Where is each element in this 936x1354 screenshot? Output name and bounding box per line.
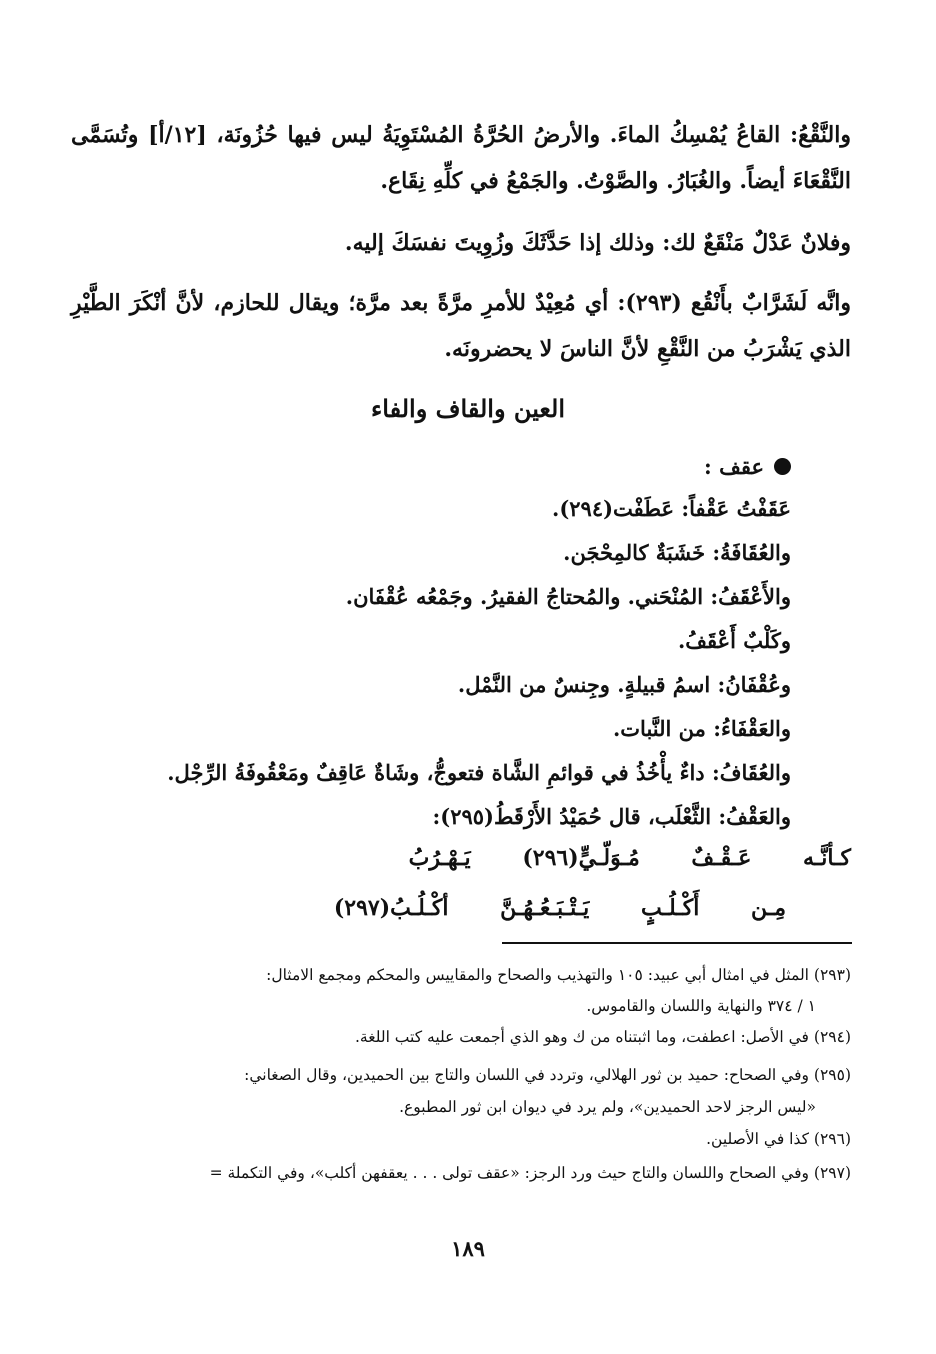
- paragraph-naqa: والنَّقْعُ: القاعُ يُمْسِكُ الماءَ. والأرضُ الحُرَّةُ المُسْتَوِيَةُ ليس فيها حُزُونَة، [١٢/أ] وتُسَمَّى النَّقْعَاءَ أيضاً. والغُبَارُ. والصَّوْتُ. والجَمْعُ في كلِّهِ نِقَاع.: [71, 122, 851, 194]
- section-heading: العين والقاف والفاء: [371, 394, 565, 423]
- verse-word: عَـقْـفٌ: [691, 845, 752, 871]
- entry-line: وعُقْفَانُ: اسمُ قبيلةٍ. وجِنسٌ من النَّمْل.: [457, 672, 791, 697]
- footnote-divider: [502, 942, 852, 944]
- verse-word: يَـتْـبَـعُـهُـنَّ: [500, 895, 590, 921]
- verse-word: أكْـلُـبُ(٢٩٧): [333, 895, 449, 921]
- entry-line: والعُقَافُ: داءٌ يأْخُذُ في قوائمِ الشَّاة فتعوجُّ، وشَاةٌ عَاقِفٌ ومَعْقُوفَةُ الرِّجْل.: [167, 760, 791, 785]
- entry-title-text: عقف :: [704, 454, 764, 479]
- page-number: ١٨٩: [451, 1236, 485, 1261]
- verse-word: كـأنَّـه: [803, 845, 851, 871]
- bullet-icon: [774, 458, 791, 475]
- verse-word: مِـن: [751, 895, 786, 921]
- footnote-297: (٢٩٧) وفي الصحاح واللسان والتاج حيث ورد الرجز: «عقف تولى . . . يعقفهن أكلب»، وفي التكملة =: [209, 1164, 851, 1182]
- footnote-295: (٢٩٥) وفي الصحاح: حميد بن ثور الهلالي، وتردد في اللسان والتاج بين الحميدين، وقال الصغاني:: [244, 1066, 851, 1084]
- verse-word: أَكْـلُـبٍ: [640, 895, 700, 921]
- verse-word: مُـوَلّـيٍّ(٢٩٦): [522, 845, 640, 871]
- footnote-293: (٢٩٣) المثل في امثال أبي عبيد: ١٠٥ والتهذيب والصحاح والمقاييس والمحكم ومجمع الامثال:: [266, 966, 851, 984]
- footnote-293-cont: ١ / ٣٧٤ والنهاية واللسان والقاموس.: [586, 997, 816, 1015]
- paragraph-sharrab: وانَّه لَشَرَّابٌ بأَنْقُع (٢٩٣): أي مُعِيْدٌ للأمرِ مرَّةً بعد مرَّة؛ ويقال للحازم، لأنَّ أنْكَرَ الطَّيْرِ الذي يَشْرَبُ من النَّقْعِ لأنَّ الناسَ لا يحضرونَه.: [71, 290, 851, 362]
- verse-line-2: [6, 888, 786, 928]
- footnote-296: (٢٩٦) كذا في الأصلين.: [706, 1130, 851, 1148]
- verse-line-1: [71, 838, 851, 878]
- verse-word: يَـهْـرُبُ: [408, 845, 471, 871]
- footnote-294: (٢٩٤) في الأصل: اعطفت، وما اثبتناه من ك وهو الذي أجمعت عليه كتب اللغة.: [355, 1028, 851, 1046]
- paragraph-adl-manqa: وفلانٌ عَدْلٌ مَنْقَعٌ لك: وذلك إذا حَدَّثَكَ وزُوِيتَ نفسَكَ إليه.: [344, 230, 851, 256]
- entry-line: والعَقْفَاءُ: من النَّبات.: [612, 716, 791, 741]
- footnote-295-cont: «ليس الرجز لاحد الحميدين»، ولم يرد في ديوان ابن ثور المطبوع.: [399, 1098, 816, 1116]
- entry-line: وكَلْبٌ أَعْقَفُ.: [677, 628, 791, 653]
- entry-title: [91, 452, 791, 482]
- entry-line: والأَعْقَفُ: المُنْحَني. والمُحتاجُ الفقيرُ. وجَمْعُه عُقْفَان.: [345, 584, 791, 609]
- entry-line: عَقَفْتُ عَقْفاً: عَطَفْت(٢٩٤).: [552, 496, 791, 521]
- entry-line: والعَقْفُ: الثَّعْلَب، قال حُمَيْدُ الأَرْقَطُ(٢٩٥):: [432, 804, 791, 829]
- entry-line: والعُقَافَةُ: خَشَبَةٌ كالمِحْجَن.: [563, 540, 791, 565]
